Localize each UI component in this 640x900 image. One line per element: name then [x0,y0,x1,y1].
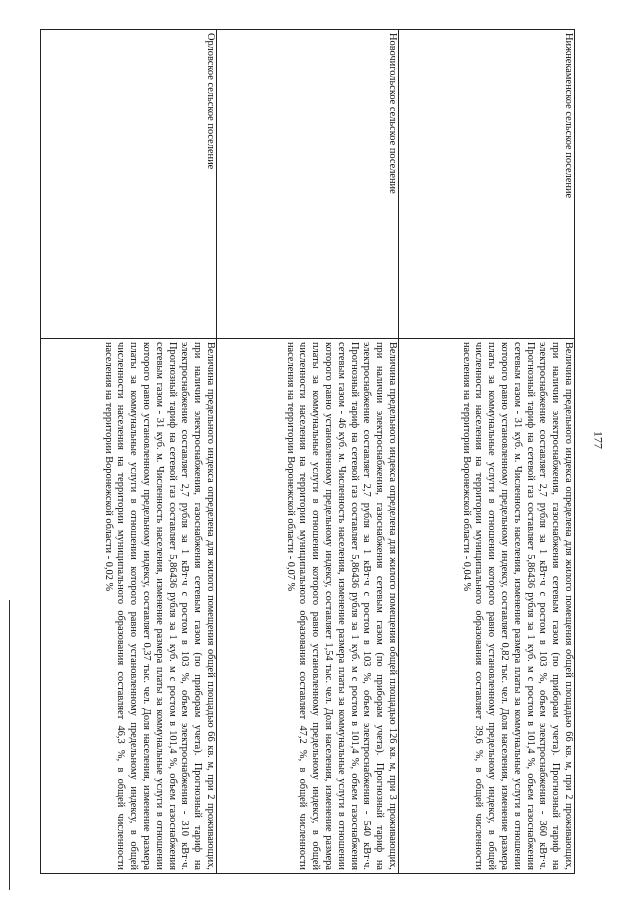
page-number: 177 [591,431,606,449]
settlement-name-cell: Нижнекаменское сельское поселение [399,30,575,339]
rotated-content [40,29,575,874]
tariff-index-table [40,29,575,874]
index-description-cell: Величина предельного индекса определена для жилого помещения общей площадью 126 кв. м, при 3 проживающих, при наличии электроснабжения, газоснабжения сетевым газом (по приборам учета). Прогнозный тариф на электроснабжение составляет 2,7 рубля за 1 кВт·ч с ростом в 103 %, объем электроснабжения - 540 кВт·ч. Прогнозный тариф на сетевой газ составляет 5,86436 рубля за 1 куб. м с ростом в 101,4 %, объем газоснабжения сетевым газом - 46 куб. м. Численность населения, изменение размера платы за коммунальные услуги в отношении которого равно установленному предельному индексу, составляет 1,54 тыс. чел. Доля населения, изменение размера платы за коммунальные услуги в отношении которого равно установленному предельному индексу, в общей численности населения на территории муниципального образования составляет 47,2 %, в общей численности населения на территории Воронежской области - 0,07 % [217,339,399,874]
table-row [217,30,399,874]
settlement-name-cell: Орловское сельское поселение [41,30,217,339]
index-description-cell: Величина предельного индекса определена для жилого помещения общей площадью 66 кв. м, при 2 проживающих, при наличии электроснабжения, газоснабжения сетевым газом (по приборам учета). Прогнозный тариф на электроснабжение составляет 2,7 рубля за 1 кВт·ч с ростом в 103 %, объем электроснабжения - 360 кВт·ч. Прогнозный тариф на сетевой газ составляет 5,86436 рубля за 1 куб. м с ростом в 101,4 %, объем газоснабжения сетевым газом - 31 куб. м. Численность населения, изменение размера платы за коммунальные услуги в отношении которого равно установленному предельному индексу, составляет 0,82 тыс. чел. Доля населения, изменение размера платы за коммунальные услуги в отношении которого равно установленному предельному индексу, в общей численности населения на территории муниципального образования составляет 39,6 %, в общей численности населения на территории Воронежской области - 0,04 % [399,339,575,874]
footnote-separator-line [9,600,10,890]
table-row [41,30,217,874]
table-row [399,30,575,874]
index-description-cell: Величина предельного индекса определена для жилого помещения общей площадью 66 кв. м, при 2 проживающих, при наличии электроснабжения, газоснабжения сетевым газом (по приборам учета). Прогнозный тариф на электроснабжение составляет 2,7 рубля за 1 кВт·ч с ростом в 103 %, объем электроснабжения - 310 кВт·ч. Прогнозный тариф на сетевой газ составляет 5,86436 рубля за 1 куб. м с ростом в 101,4 %, объем газоснабжения сетевым газом - 31 куб. м. Численность населения, изменение размера платы за коммунальные услуги в отношении которого равно установленному предельному индексу, составляет 0,37 тыс. чел. Доля населения, изменение размера платы за коммунальные услуги в отношении которого равно установленному предельному индексу, в общей численности населения на территории муниципального образования составляет 46,3 %, в общей численности населения на территории Воронежской области - 0,02 % [41,339,217,874]
settlement-name-cell: Новочигольское сельское поселение [217,30,399,339]
